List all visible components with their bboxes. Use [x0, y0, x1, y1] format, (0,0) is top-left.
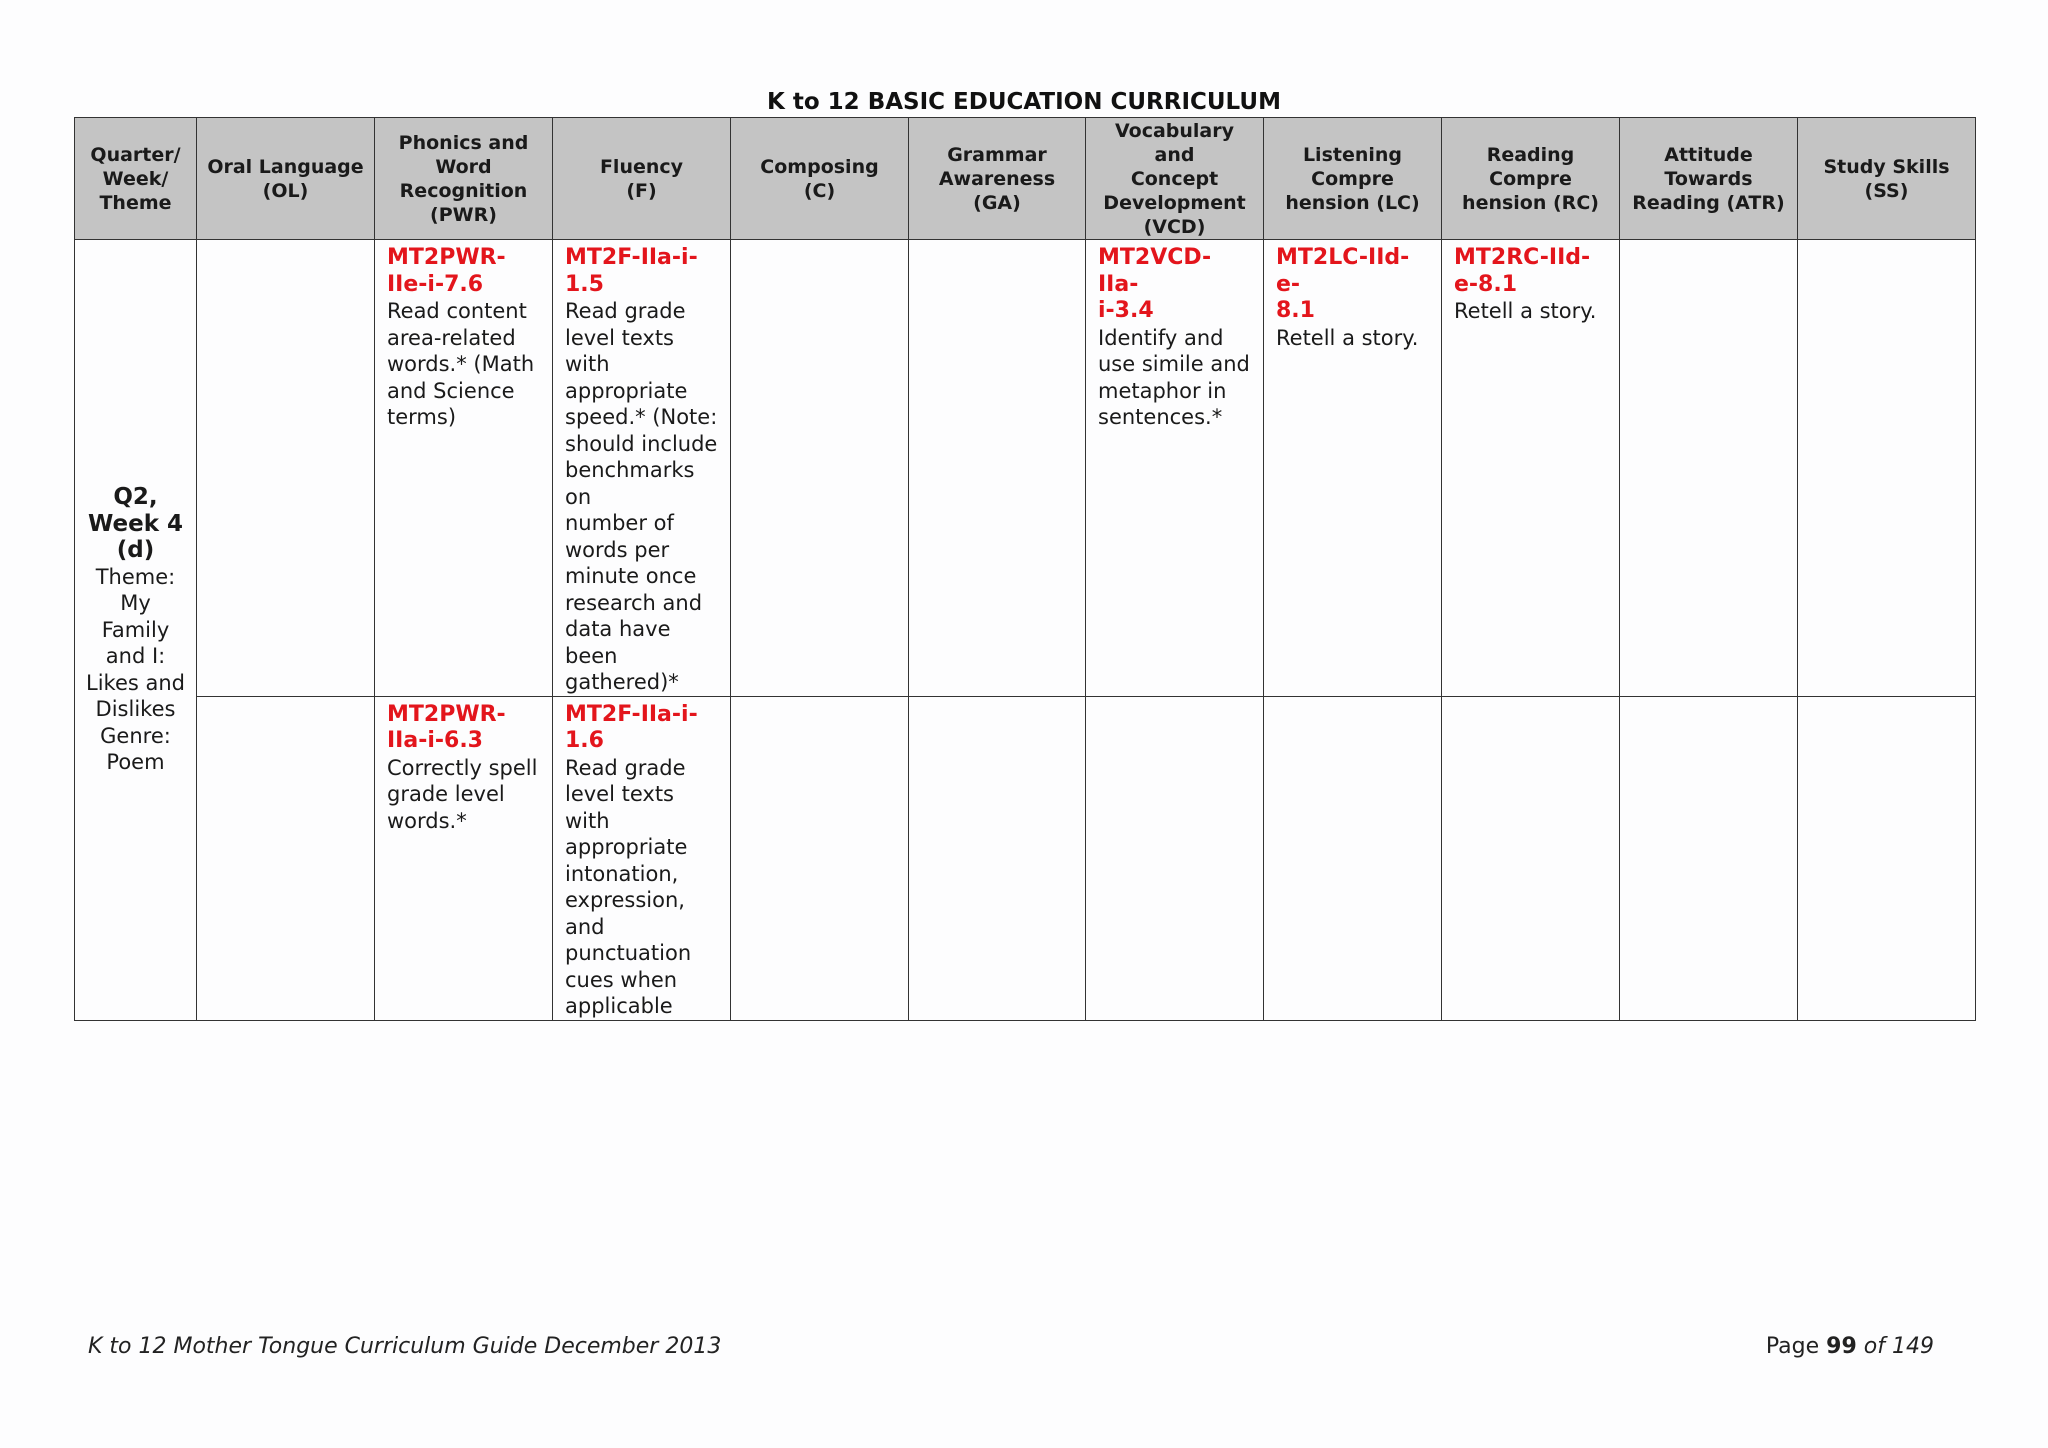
text-line: metaphor in — [1098, 378, 1227, 403]
text-line: Vocabulary and — [1114, 119, 1235, 166]
header-attitude-towards-reading — [1620, 118, 1798, 240]
cell-lc — [1264, 696, 1442, 1020]
page-current: 99 — [1826, 1334, 1857, 1359]
text-line: Likes and — [86, 670, 185, 695]
text-line: Identify and — [1098, 325, 1224, 350]
text-line: should include — [565, 431, 718, 456]
text-line: Read content — [387, 299, 527, 323]
text-line: words.* (Math — [387, 352, 535, 376]
text-line: MT2F-IIa-i- — [565, 701, 698, 727]
text-line: speed.* (Note: — [565, 405, 718, 429]
cell-pwr — [375, 240, 553, 697]
header-row — [75, 118, 1976, 240]
text-line: minute once — [565, 564, 697, 588]
text-line: Attitude — [1664, 143, 1753, 166]
text-line: Phonics and — [398, 131, 529, 154]
cell-rc — [1442, 240, 1620, 697]
text-line: Fluency — [599, 155, 684, 178]
text-line: grade level — [387, 782, 505, 806]
text-line: level texts with — [565, 325, 674, 376]
text-line: appropriate — [565, 835, 688, 859]
text-line: words.* — [387, 808, 467, 833]
theme-text — [79, 564, 192, 776]
header-phonics-word-recognition — [375, 118, 553, 240]
text-line: sentences.* — [1098, 405, 1223, 429]
cell-rc — [1442, 696, 1620, 1020]
text-line: Read grade — [565, 755, 686, 780]
text-line: Awareness — [938, 167, 1056, 190]
header-grammar-awareness — [909, 118, 1086, 240]
text-line: (SS) — [1864, 179, 1909, 202]
text-line: My — [120, 591, 151, 615]
page-total: of 149 — [1863, 1334, 1934, 1359]
competency-description — [1276, 325, 1429, 352]
text-line: and I: — [105, 644, 166, 668]
text-line: Towards — [1664, 167, 1753, 190]
curriculum-table — [74, 117, 1976, 1021]
text-line: punctuation — [565, 941, 692, 965]
text-line: research and — [565, 590, 703, 615]
competency-code — [387, 245, 540, 298]
text-line: Quarter/ — [90, 143, 181, 166]
text-line: MT2VCD-IIa- — [1098, 245, 1212, 297]
header-quarter-week-theme — [75, 118, 197, 240]
text-line: IIa-i-6.3 — [387, 728, 483, 753]
footer-page-number — [1766, 1333, 1934, 1361]
text-line: (C) — [803, 179, 836, 202]
header-fluency — [553, 118, 731, 240]
cell-f — [553, 240, 731, 697]
text-line: cues when — [565, 967, 678, 992]
text-line: benchmarks on — [565, 458, 695, 509]
week-label: Week 4 — [87, 510, 184, 537]
text-line: (OL) — [262, 179, 309, 202]
text-line: (PWR) — [430, 203, 497, 226]
competency-code — [565, 702, 718, 755]
header-composing — [731, 118, 909, 240]
table-row — [75, 240, 1976, 697]
competency-description — [565, 755, 718, 1020]
text-line: MT2RC-IId- — [1454, 245, 1591, 270]
page-label: Page — [1765, 1334, 1820, 1359]
text-line: IIe-i-7.6 — [387, 271, 484, 297]
cell-vcd — [1086, 240, 1264, 697]
quarter-label: Q2, — [113, 484, 158, 510]
text-line: level texts with — [565, 782, 674, 833]
cell-c — [731, 696, 909, 1020]
text-line: Word — [435, 155, 492, 178]
text-line: Family — [101, 617, 170, 642]
cell-ga — [909, 696, 1086, 1020]
text-line: expression, — [565, 888, 685, 912]
day-label: (d) — [116, 537, 155, 563]
text-line: Retell a story. — [1276, 325, 1419, 350]
text-line: Theme — [99, 191, 172, 214]
cell-ol — [197, 240, 375, 697]
text-line: and — [565, 914, 605, 939]
text-line: (GA) — [973, 191, 1021, 214]
text-line: Week/ — [102, 167, 169, 190]
text-line: hension (RC) — [1462, 191, 1599, 214]
text-line: Reading (ATR) — [1632, 191, 1785, 214]
cell-ol — [197, 696, 375, 1020]
cell-vcd — [1086, 696, 1264, 1020]
text-line: area-related — [387, 325, 516, 350]
footer-guide-title: K to 12 Mother Tongue Curriculum Guide December 2013 — [88, 1334, 722, 1359]
text-line: Composing — [760, 155, 879, 178]
text-line: appropriate — [565, 378, 688, 403]
header-study-skills — [1798, 118, 1976, 240]
text-line: applicable — [565, 994, 673, 1018]
competency-description — [1098, 325, 1251, 431]
text-line: Development — [1103, 191, 1246, 214]
competency-code — [565, 245, 718, 298]
text-line: MT2F-IIa-i- — [565, 245, 698, 270]
text-line: words per — [565, 537, 670, 562]
text-line: MT2PWR- — [387, 245, 506, 270]
text-line: Theme: — [95, 564, 176, 589]
competency-description — [1454, 298, 1607, 325]
text-line: MT2LC-IId-e- — [1276, 245, 1410, 297]
text-line: gathered)* — [565, 670, 679, 694]
text-line: Dislikes — [95, 697, 176, 721]
text-line: e-8.1 — [1454, 271, 1518, 297]
header-listening-comprehension — [1264, 118, 1442, 240]
document-title: K to 12 BASIC EDUCATION CURRICULUM — [767, 89, 1281, 115]
cell-c — [731, 240, 909, 697]
text-line: use simile and — [1098, 352, 1250, 376]
text-line: (VCD) — [1143, 215, 1206, 238]
cell-f — [553, 696, 731, 1020]
text-line: Recognition — [399, 179, 528, 202]
cell-ss — [1798, 240, 1976, 697]
text-line: and Science — [387, 378, 515, 403]
text-line: 8.1 — [1276, 298, 1315, 323]
text-line: Study Skills — [1823, 155, 1950, 178]
text-line: Correctly spell — [387, 755, 538, 780]
text-line: i-3.4 — [1098, 298, 1154, 323]
header-oral-language — [197, 118, 375, 240]
theme-cell — [75, 240, 197, 1021]
text-line: 1.5 — [565, 271, 604, 297]
text-line: MT2PWR- — [387, 701, 506, 727]
competency-code — [1276, 245, 1429, 325]
text-line: Genre: — [100, 723, 171, 748]
competency-code — [1098, 245, 1251, 325]
text-line: Concept — [1130, 167, 1219, 190]
text-line: Read grade — [565, 299, 686, 323]
text-line: Listening — [1302, 143, 1403, 166]
table-row — [75, 696, 1976, 1020]
text-line: hension (LC) — [1285, 191, 1420, 214]
text-line: intonation, — [565, 861, 679, 886]
cell-atr — [1620, 696, 1798, 1020]
text-line: data have been — [565, 617, 671, 668]
cell-pwr — [375, 696, 553, 1020]
text-line: Reading — [1486, 143, 1575, 166]
competency-code — [387, 702, 540, 755]
text-line: Compre — [1311, 167, 1394, 190]
cell-atr — [1620, 240, 1798, 697]
competency-description — [565, 298, 718, 696]
competency-description — [387, 298, 540, 431]
competency-description — [387, 755, 540, 835]
header-vocabulary-concept — [1086, 118, 1264, 240]
text-line: Grammar — [947, 143, 1047, 166]
cell-ss — [1798, 696, 1976, 1020]
cell-lc — [1264, 240, 1442, 697]
competency-code — [1454, 245, 1607, 298]
text-line: Retell a story. — [1454, 299, 1597, 323]
header-reading-comprehension — [1442, 118, 1620, 240]
text-line: (F) — [626, 179, 657, 202]
text-line: terms) — [387, 405, 457, 429]
text-line: 1.6 — [565, 728, 604, 753]
text-line: Poem — [106, 750, 165, 774]
text-line: Compre — [1489, 167, 1572, 190]
cell-ga — [909, 240, 1086, 697]
text-line: number of — [565, 511, 674, 535]
text-line: Oral Language — [207, 155, 364, 178]
